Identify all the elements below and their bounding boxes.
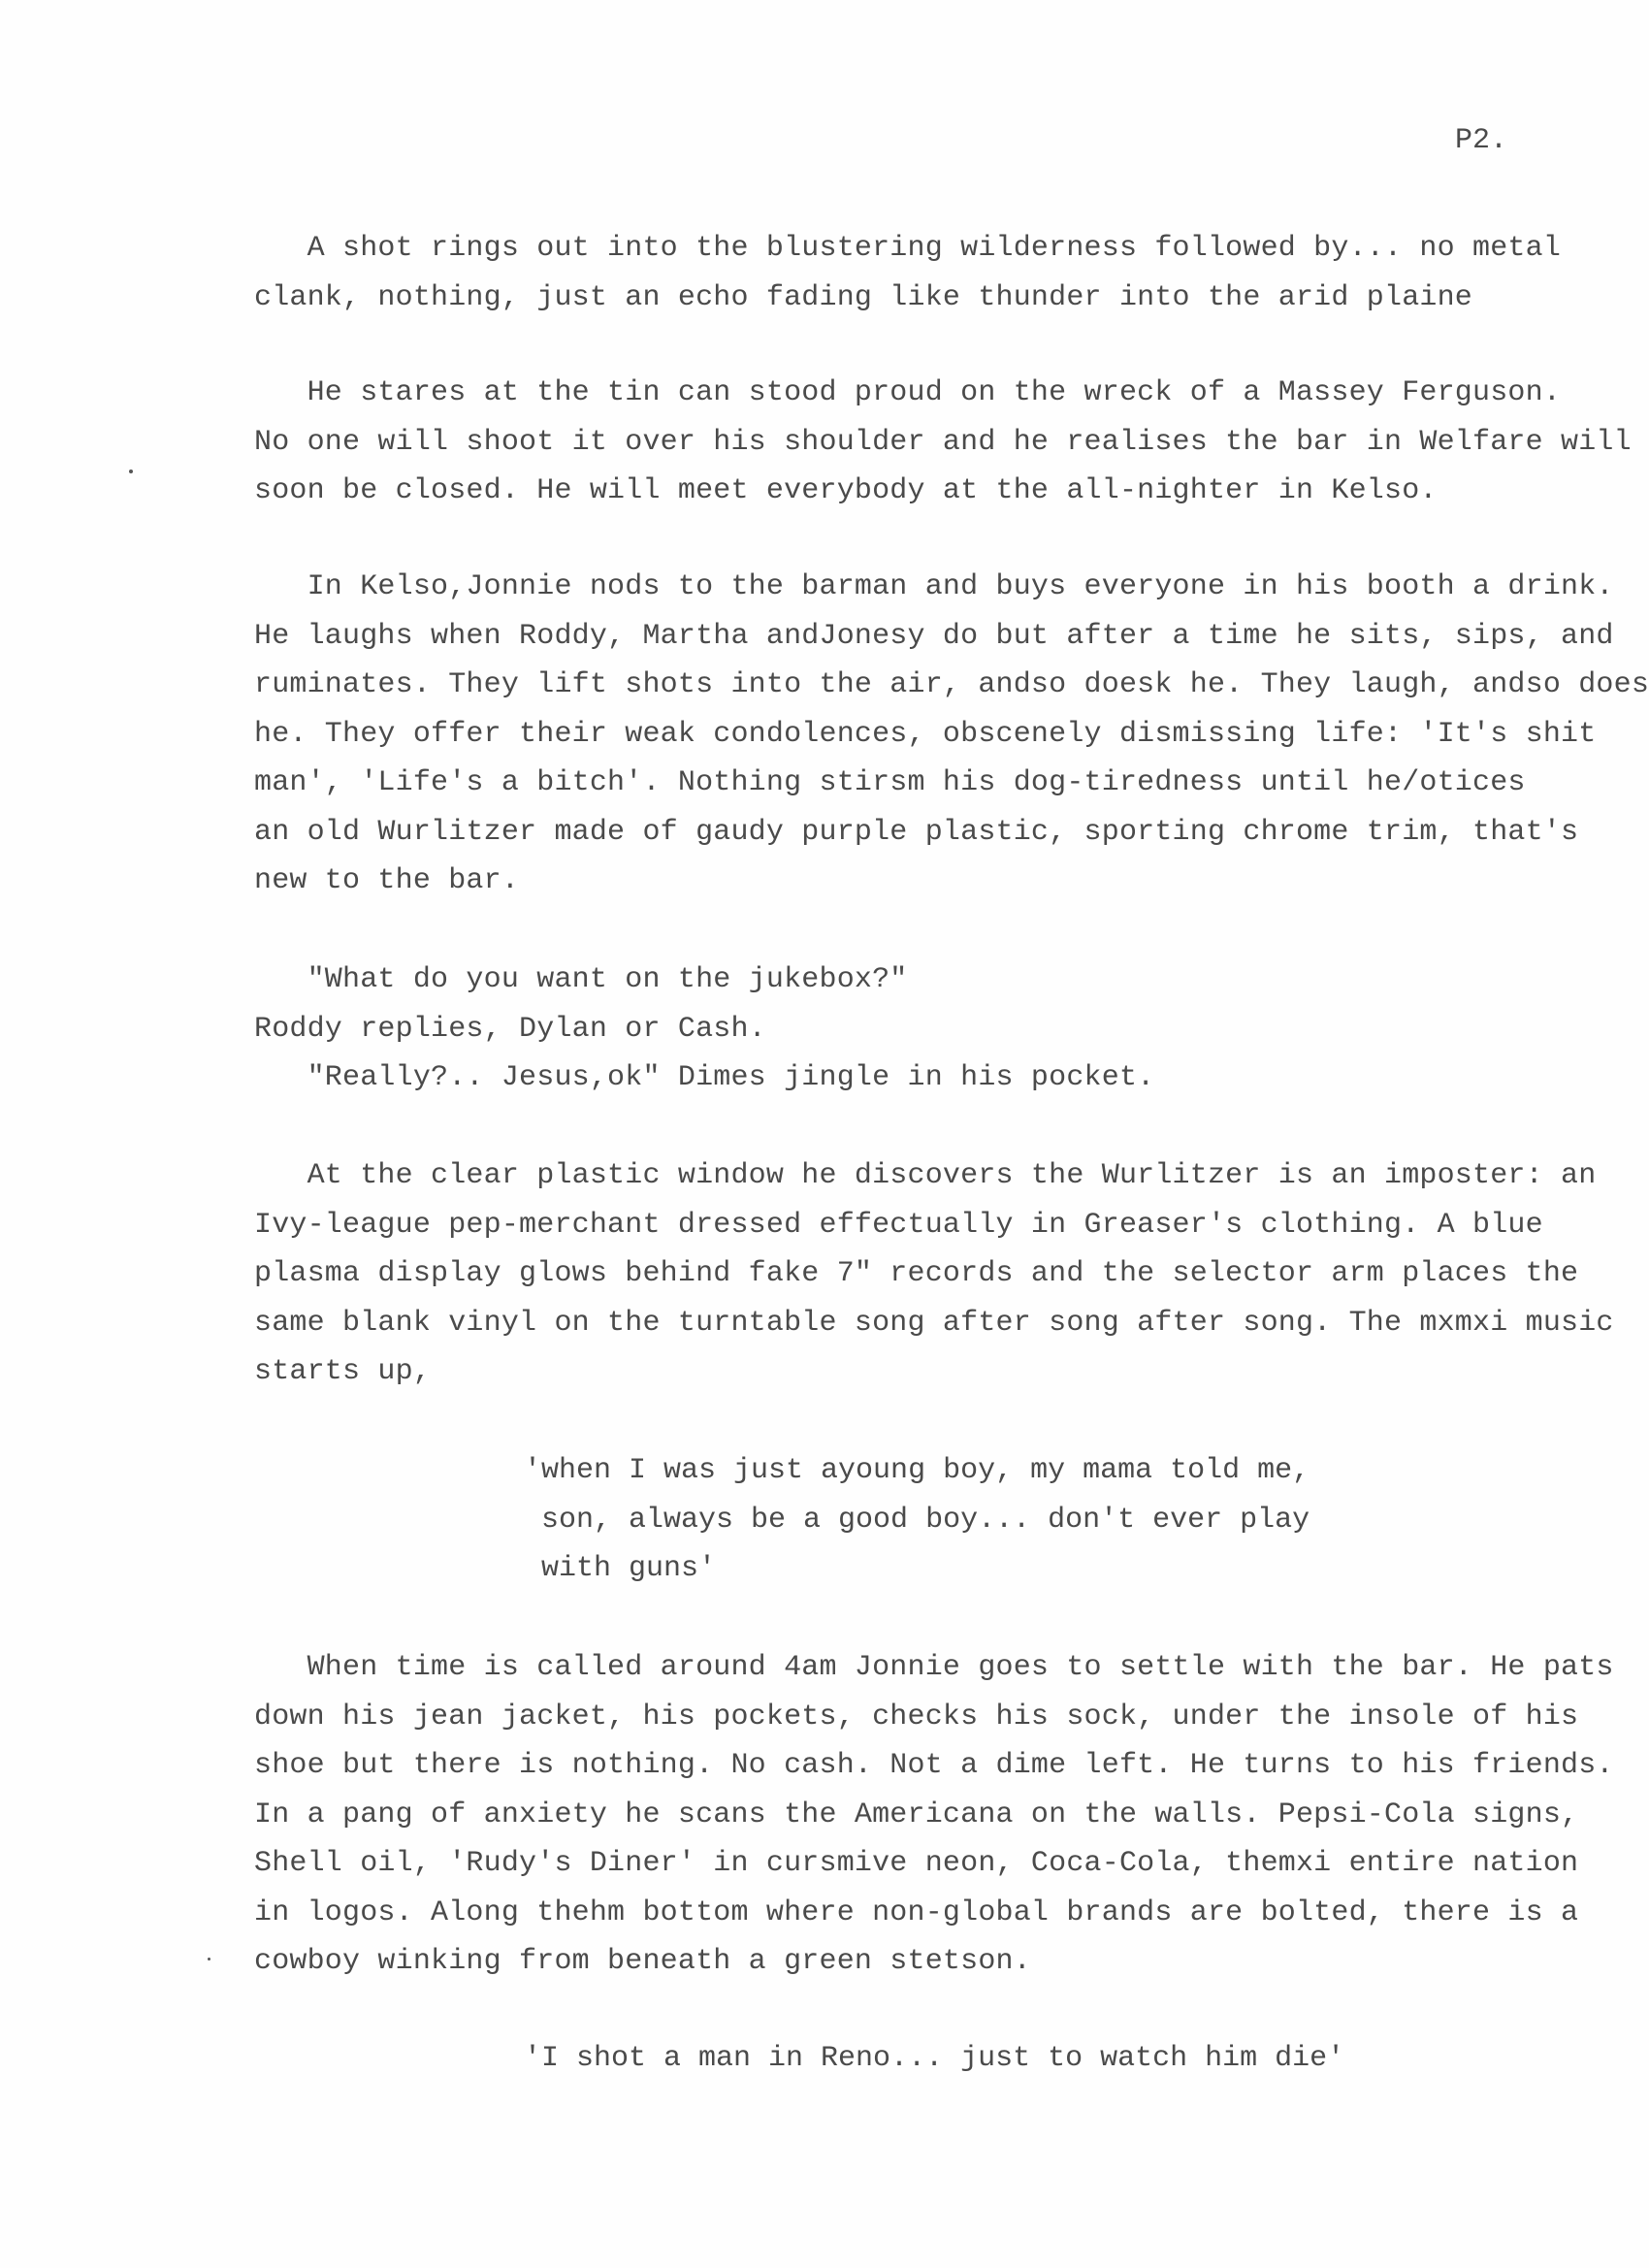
- text-line: In a pang of anxiety he scans the Americana on the walls. Pepsi-Cola signs,: [254, 1798, 1579, 1831]
- dialogue-line: "Really?.. Jesus,ok" Dimes jingle in his pocket.: [254, 1061, 1155, 1094]
- paragraph-2: [254, 369, 1632, 516]
- text-line: he. They offer their weak condolences, obscenely dismissing life: 'It's shit: [254, 717, 1597, 751]
- text-line: man', 'Life's a bitch'. Nothing stirsm his dog-tiredness until he/otices: [254, 766, 1526, 799]
- verse-line: 'when I was just ayoung boy, my mama told me,: [524, 1454, 1310, 1487]
- text-line: in logos. Along thehm bottom where non-global brands are bolted, there is a: [254, 1895, 1579, 1929]
- text-line: At the clear plastic window he discovers the Wurlitzer is an imposter: an: [254, 1159, 1597, 1192]
- text-line: starts up,: [254, 1355, 432, 1388]
- text-line: clank, nothing, just an echo fading like thunder into the arid plaine: [254, 280, 1473, 314]
- text-line: same blank vinyl on the turntable song after song after song. The mxmxi music: [254, 1306, 1614, 1340]
- text-line: down his jean jacket, his pockets, checks his sock, under the insole of his: [254, 1700, 1579, 1733]
- verse-line: with guns': [524, 1552, 717, 1585]
- song-verse: [524, 1446, 1494, 1594]
- page-number: P2.: [1455, 124, 1508, 157]
- text-line: Shell oil, 'Rudy's Diner' in cursmive neon, Coca-Cola, themxi entire nation: [254, 1847, 1579, 1880]
- text-line: cowboy winking from beneath a green stetson.: [254, 1945, 1031, 1978]
- text-line: Ivy-league pep-merchant dressed effectually in Greaser's clothing. A blue: [254, 1208, 1543, 1242]
- text-line: He stares at the tin can stood proud on the wreck of a Massey Ferguson.: [254, 376, 1562, 409]
- closing-lyric-line: 'I shot a man in Reno... just to watch him die': [524, 2042, 1345, 2075]
- paragraph-5: [254, 1151, 1612, 1397]
- paragraph-3: [254, 563, 1649, 906]
- closing-lyric: [524, 2034, 1494, 2084]
- verse-line: son, always be a good boy... don't ever play: [524, 1503, 1310, 1537]
- text-line: When time is called around 4am Jonnie goes to settle with the bar. He pats: [254, 1651, 1614, 1684]
- text-line: A shot rings out into the blustering wilderness followed by... no metal: [254, 232, 1562, 265]
- ink-speck: [208, 1958, 210, 1960]
- text-line: In Kelso,Jonnie nods to the barman and buys everyone in his booth a drink.: [254, 570, 1614, 603]
- dialogue-block: [254, 956, 1612, 1103]
- text-line: new to the bar.: [254, 864, 520, 897]
- text-line: He laughs when Roddy, Martha andJonesy do but after a time he sits, sips, and: [254, 619, 1614, 653]
- text-line: No one will shoot it over his shoulder and he realises the bar in Welfare will: [254, 425, 1632, 459]
- ink-speck: [129, 470, 133, 473]
- text-line: shoe but there is nothing. No cash. Not a dime left. He turns to his friends.: [254, 1749, 1614, 1782]
- paragraph-1: [254, 224, 1612, 322]
- text-line: plasma display glows behind fake 7" records and the selector arm places the: [254, 1257, 1579, 1290]
- text-line: ruminates. They lift shots into the air, andso doesk he. They laugh, andso does: [254, 668, 1649, 701]
- dialogue-line: Roddy replies, Dylan or Cash.: [254, 1012, 766, 1046]
- paragraph-6: [254, 1643, 1612, 1987]
- dialogue-line: "What do you want on the jukebox?": [254, 963, 908, 996]
- text-line: an old Wurlitzer made of gaudy purple plastic, sporting chrome trim, that's: [254, 815, 1579, 849]
- text-line: soon be closed. He will meet everybody at the all-nighter in Kelso.: [254, 474, 1438, 507]
